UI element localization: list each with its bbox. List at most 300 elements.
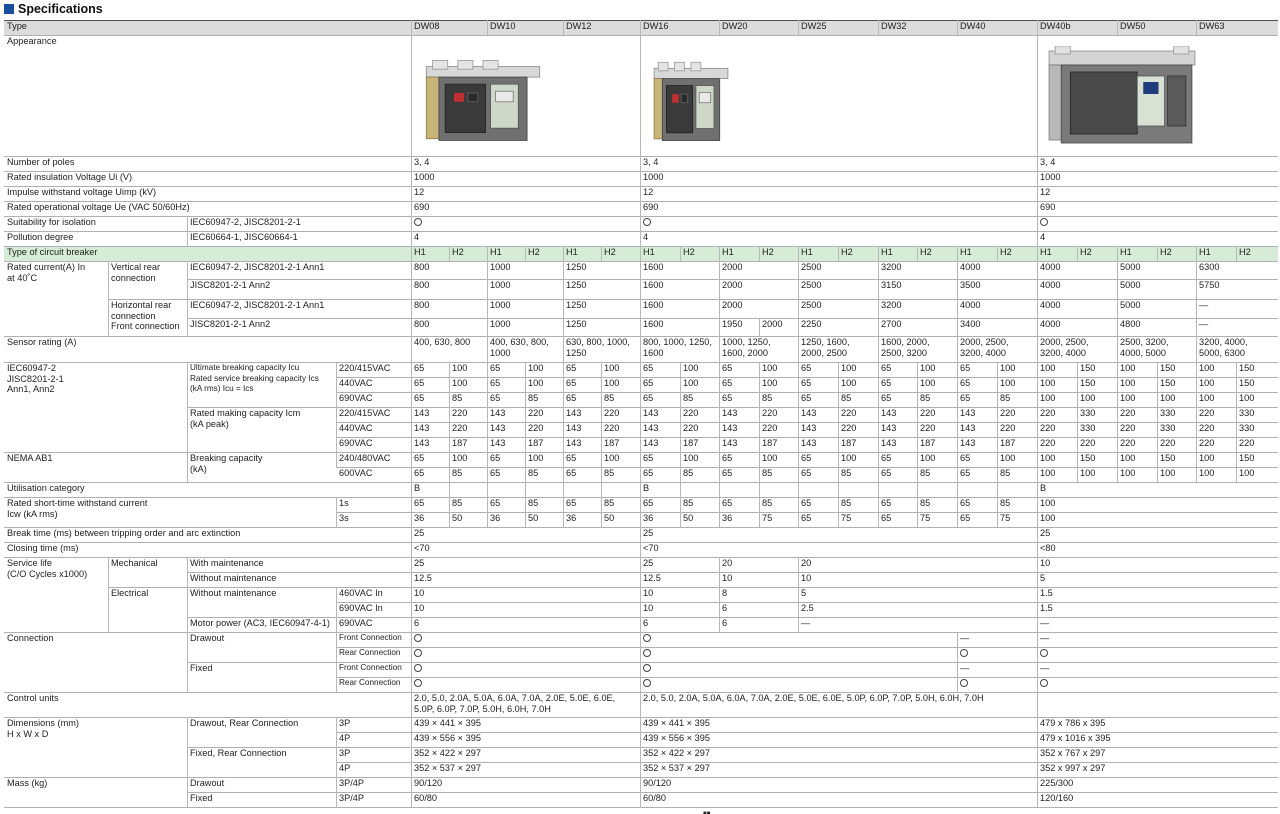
table-cell [4, 171, 411, 186]
cell-text: 12 [643, 187, 654, 197]
cell-text: Breaking capacity (kA) [190, 453, 263, 474]
cell-text: 800 [414, 280, 430, 290]
value-cell [411, 377, 449, 392]
cell-text: 220 [1000, 408, 1016, 418]
cell-text: 143 [414, 423, 430, 433]
cell-text: 1000 [490, 300, 511, 310]
value-cell [759, 452, 798, 467]
cell-text: JISC8201-2-1 Ann2 [190, 319, 271, 329]
table-cell [719, 587, 798, 602]
cell-text: 5000 [1120, 262, 1141, 272]
cell-text: H1 [490, 247, 502, 257]
cell-text: 352 x 767 x 297 [1040, 748, 1106, 758]
table-cell [878, 20, 957, 35]
cell-text: 1600, 2000, 2500, 3200 [881, 337, 930, 358]
table-cell [411, 20, 487, 35]
table-cell [1196, 318, 1278, 336]
cell-text: 65 [801, 498, 812, 508]
table-cell [4, 692, 411, 717]
value-cell [1037, 452, 1077, 467]
table-cell [449, 246, 487, 261]
value-cell [957, 377, 997, 392]
cell-text: DW16 [643, 21, 669, 31]
table-cell [187, 777, 336, 792]
value-cell [1157, 362, 1196, 377]
value-cell [601, 467, 640, 482]
column-divider [1037, 20, 1038, 807]
value-cell [487, 467, 525, 482]
value-cell [411, 407, 449, 422]
column-divider [336, 717, 337, 807]
cell-text: 220/415VAC [339, 363, 391, 373]
cell-text: 65 [881, 468, 892, 478]
cell-text: Impulse withstand voltage Uimp (kV) [7, 187, 157, 197]
cell-text: 100 [1120, 393, 1136, 403]
table-cell [108, 587, 187, 632]
value-cell [449, 497, 487, 512]
table-cell [336, 407, 411, 422]
column-divider [957, 362, 958, 527]
value-cell [601, 512, 640, 527]
table-cell [1037, 201, 1278, 216]
cell-text: DW10 [490, 21, 516, 31]
cell-text: DW08 [414, 21, 440, 31]
cell-text: 85 [1000, 498, 1011, 508]
value-cell [563, 362, 601, 377]
cell-text: H1 [566, 247, 578, 257]
cell-text: 2500, 3200, 4000, 5000 [1120, 337, 1169, 358]
value-cell [1077, 407, 1117, 422]
cell-text: — [801, 618, 811, 628]
cell-text: 36 [722, 513, 733, 523]
table-cell [719, 572, 798, 587]
cell-text: H2 [920, 247, 932, 257]
cell-text: 100 [1199, 453, 1215, 463]
cell-text: 3200, 4000, 5000, 6300 [1199, 337, 1248, 358]
table-cell [187, 216, 411, 231]
row-divider [187, 792, 1278, 793]
value-cell [719, 437, 759, 452]
cell-text: 630, 800, 1000, 1250 [566, 337, 630, 358]
table-cell [411, 171, 640, 186]
value-cell [798, 497, 838, 512]
value-cell [640, 377, 680, 392]
cell-text: 143 [881, 438, 897, 448]
cell-text: 330 [1080, 408, 1096, 418]
value-cell [798, 452, 838, 467]
column-divider [838, 362, 839, 527]
table-cell [411, 602, 640, 617]
column-divider [1117, 246, 1118, 336]
cell-text: 143 [801, 408, 817, 418]
table-cell [878, 279, 957, 299]
cell-text: Motor power (AC3, IEC60947-4-1) [190, 618, 330, 628]
cell-text: 690VAC In [339, 603, 383, 613]
value-cell [917, 452, 957, 467]
cell-text: 85 [1000, 393, 1011, 403]
table-cell [336, 632, 411, 647]
value-cell [838, 497, 878, 512]
cell-text: H1 [643, 247, 655, 257]
value-cell [449, 512, 487, 527]
circle-mark-icon [1040, 679, 1048, 687]
cell-text: 2000, 2500, 3200, 4000 [960, 337, 1009, 358]
value-cell [838, 467, 878, 482]
cell-text: 100 [1120, 363, 1136, 373]
table-cell [640, 20, 719, 35]
table-cell [336, 717, 411, 732]
row-divider [336, 377, 1278, 378]
cell-text: 65 [490, 363, 501, 373]
cell-text: 65 [881, 453, 892, 463]
cell-text: DW32 [881, 21, 907, 31]
cell-text: Fixed [190, 793, 213, 803]
value-cell [719, 497, 759, 512]
table-cell [798, 572, 1037, 587]
row-divider [4, 231, 1278, 232]
row-divider [187, 318, 1278, 319]
column-divider [759, 246, 760, 261]
column-divider [1077, 362, 1078, 482]
value-cell [719, 467, 759, 482]
table-cell [1037, 792, 1278, 807]
table-cell [719, 279, 798, 299]
table-cell [563, 279, 640, 299]
cell-text: 187 [604, 438, 620, 448]
cell-text: 330 [1160, 408, 1176, 418]
table-cell [1037, 732, 1278, 747]
cell-text: Drawout [190, 778, 225, 788]
cell-text: 6 [722, 618, 728, 628]
cell-text: 65 [643, 363, 654, 373]
table-cell [487, 261, 563, 279]
value-cell [1117, 392, 1157, 407]
value-cell [1037, 377, 1077, 392]
table-cell [1196, 20, 1278, 35]
value-cell [1037, 467, 1077, 482]
value-cell [997, 467, 1037, 482]
value-cell [411, 467, 449, 482]
value-cell [1037, 437, 1077, 452]
table-cell [336, 362, 411, 377]
row-divider [187, 572, 1278, 573]
table-cell [411, 318, 487, 336]
cell-text: 100 [1040, 513, 1056, 523]
value-cell [759, 422, 798, 437]
cell-text: 150 [1160, 378, 1176, 388]
cell-text: 4 [414, 232, 420, 242]
cell-text: 143 [566, 423, 582, 433]
table-cell [187, 662, 336, 692]
cell-text: Type [7, 21, 27, 31]
value-cell [838, 407, 878, 422]
value-cell [1236, 407, 1278, 422]
table-cell [798, 261, 878, 279]
availability-cell [640, 647, 957, 662]
cell-text: IEC60947-2 JISC8201-2-1 Ann1, Ann2 [7, 363, 64, 394]
cell-text: 352 × 537 × 297 [414, 763, 481, 773]
cell-text: 330 [1239, 408, 1255, 418]
table-cell [336, 617, 411, 632]
cell-text: 1600 [643, 262, 664, 272]
table-cell [1037, 557, 1278, 572]
value-cell [487, 452, 525, 467]
dw16-breaker-image [650, 58, 732, 144]
cell-text: 60/80 [414, 793, 437, 803]
cell-text: 4000 [1040, 262, 1061, 272]
table-cell [640, 572, 719, 587]
value-cell [997, 362, 1037, 377]
column-divider [1196, 362, 1197, 482]
table-cell [411, 299, 487, 318]
cell-text: IEC60947-2, JISC8201-2-1 Ann1 [190, 300, 325, 310]
value-cell [1196, 392, 1236, 407]
cell-text: 10 [414, 603, 425, 613]
value-cell [878, 437, 917, 452]
cell-text: ■■ [703, 811, 711, 814]
cell-text: H1 [881, 247, 893, 257]
table-cell [187, 318, 411, 336]
column-divider [187, 261, 188, 336]
cell-text: 65 [566, 453, 577, 463]
cell-text: 220 [1199, 438, 1215, 448]
cell-text: 100 [683, 378, 699, 388]
value-cell [640, 512, 680, 527]
availability-cell [411, 216, 640, 231]
availability-cell [1037, 216, 1278, 231]
cell-text: 10 [643, 603, 654, 613]
value-cell [563, 512, 601, 527]
cell-text: Fixed [190, 663, 213, 673]
value-cell [563, 407, 601, 422]
cell-text: 12 [1040, 187, 1051, 197]
column-divider [563, 246, 564, 336]
table-cell [336, 587, 411, 602]
cell-text: 100 [762, 378, 778, 388]
value-cell [917, 422, 957, 437]
value-cell [719, 392, 759, 407]
cell-text: Suitability for isolation [7, 217, 96, 227]
cell-text: 220 [1120, 438, 1136, 448]
cell-text: H1 [1199, 247, 1211, 257]
value-cell [878, 392, 917, 407]
cell-text: 85 [528, 498, 539, 508]
value-cell [449, 407, 487, 422]
cell-text: 75 [841, 513, 852, 523]
value-cell [680, 362, 719, 377]
cell-text: Front Connection [339, 633, 402, 642]
value-cell [525, 452, 563, 467]
cell-text: 220 [1199, 423, 1215, 433]
cell-text: 100 [1040, 453, 1056, 463]
cell-text: 479 x 1016 x 395 [1040, 733, 1111, 743]
availability-cell [1037, 647, 1278, 662]
cell-text: 65 [643, 468, 654, 478]
cell-text: 150 [1239, 378, 1255, 388]
table-cell [1037, 20, 1117, 35]
value-cell [525, 512, 563, 527]
value-cell [1077, 377, 1117, 392]
table-cell [411, 231, 640, 246]
value-cell [1196, 422, 1236, 437]
cell-text: 1250 [566, 280, 587, 290]
cell-text: 1000 [643, 172, 664, 182]
column-divider [1236, 246, 1237, 261]
value-cell [640, 437, 680, 452]
cell-text: 800 [414, 319, 430, 329]
column-divider [759, 318, 760, 336]
cell-text: 143 [722, 423, 738, 433]
table-cell [719, 261, 798, 279]
cell-text: 85 [604, 498, 615, 508]
cell-text: 800 [414, 262, 430, 272]
table-cell [1236, 246, 1278, 261]
column-divider [878, 246, 879, 336]
column-divider [187, 216, 188, 246]
table-cell [1037, 171, 1278, 186]
table-cell [4, 527, 411, 542]
value-cell [1077, 437, 1117, 452]
cell-text: 85 [683, 498, 694, 508]
table-cell [719, 557, 798, 572]
row-divider [336, 762, 1278, 763]
table-cell [700, 808, 712, 814]
value-cell [917, 467, 957, 482]
cell-text: 85 [452, 393, 463, 403]
cell-text: 120/160 [1040, 793, 1074, 803]
cell-text: H2 [683, 247, 695, 257]
circle-mark-icon [643, 634, 651, 642]
cell-text: 220 [920, 423, 936, 433]
cell-text: 220 [841, 408, 857, 418]
table-cell [957, 261, 1037, 279]
table-cell [563, 246, 601, 261]
cell-text: 85 [683, 468, 694, 478]
table-cell [336, 647, 411, 662]
cell-text: 3400 [960, 319, 981, 329]
column-divider [878, 362, 879, 527]
value-cell [759, 437, 798, 452]
column-divider [719, 362, 720, 527]
cell-text: With maintenance [190, 558, 264, 568]
table-cell [487, 336, 563, 362]
cell-text: H2 [762, 247, 774, 257]
table-cell [719, 299, 798, 318]
value-cell [917, 512, 957, 527]
cell-text: 143 [490, 408, 506, 418]
cell-text: 143 [722, 408, 738, 418]
cell-text: DW25 [801, 21, 827, 31]
cell-text: 100 [683, 363, 699, 373]
cell-text: 439 × 441 × 395 [643, 718, 710, 728]
value-cell [411, 437, 449, 452]
cell-text: 65 [722, 363, 733, 373]
value-cell [719, 512, 759, 527]
cell-text: 3s [339, 513, 349, 523]
cell-text: 12.5 [414, 573, 432, 583]
value-cell [798, 362, 838, 377]
table-cell [759, 246, 798, 261]
value-cell [1236, 362, 1278, 377]
row-divider [4, 632, 1278, 633]
value-cell [640, 392, 680, 407]
column-divider [759, 362, 760, 527]
cell-text: 65 [643, 378, 654, 388]
cell-text: 1250 [566, 262, 587, 272]
cell-text: 65 [566, 378, 577, 388]
cell-text: 85 [604, 468, 615, 478]
cell-text: 479 x 786 x 395 [1040, 718, 1106, 728]
table-cell [4, 201, 411, 216]
cell-text: — [960, 663, 970, 673]
cell-text: H2 [1160, 247, 1172, 257]
table-cell [759, 318, 798, 336]
value-cell [487, 392, 525, 407]
cell-text: 10 [414, 588, 425, 598]
table-cell [1037, 762, 1278, 777]
table-cell [411, 572, 640, 587]
value-cell [838, 422, 878, 437]
row-divider [108, 587, 1278, 588]
cell-text: 25 [414, 558, 425, 568]
cell-text: 690VAC [339, 393, 373, 403]
table-cell [336, 662, 411, 677]
cell-text: 100 [452, 363, 468, 373]
column-divider [719, 336, 720, 362]
cell-text: 220 [1040, 423, 1056, 433]
table-cell [4, 497, 336, 527]
circle-mark-icon [1040, 649, 1048, 657]
cell-text: 220 [1199, 408, 1215, 418]
row-divider [4, 542, 1278, 543]
table-cell [4, 542, 411, 557]
cell-text: 150 [1160, 453, 1176, 463]
cell-text: 100 [920, 378, 936, 388]
table-cell [1117, 246, 1157, 261]
value-cell [563, 392, 601, 407]
table-cell [563, 20, 640, 35]
row-divider [4, 717, 1278, 718]
table-cell [1037, 632, 1278, 647]
table-cell [411, 717, 640, 732]
cell-text: 150 [1160, 363, 1176, 373]
cell-text: 36 [643, 513, 654, 523]
value-cell [680, 437, 719, 452]
column-divider [997, 246, 998, 261]
value-cell [1037, 362, 1077, 377]
table-cell [336, 732, 411, 747]
cell-text: 100 [1120, 453, 1136, 463]
circle-mark-icon [1040, 218, 1048, 226]
value-cell [525, 437, 563, 452]
table-cell [957, 299, 1037, 318]
cell-text: 100 [1160, 468, 1176, 478]
value-cell [525, 392, 563, 407]
value-cell [957, 392, 997, 407]
table-cell [336, 497, 411, 512]
cell-text: 220 [1040, 438, 1056, 448]
table-cell [487, 318, 563, 336]
table-cell [1117, 336, 1196, 362]
value-cell [759, 407, 798, 422]
cell-text: Horizontal rear connection Front connection [111, 300, 180, 331]
cell-text: 100 [528, 378, 544, 388]
cell-text: H2 [604, 247, 616, 257]
cell-text: 100 [1080, 393, 1096, 403]
column-divider [525, 362, 526, 527]
table-cell [187, 587, 336, 617]
cell-text: 2700 [881, 319, 902, 329]
